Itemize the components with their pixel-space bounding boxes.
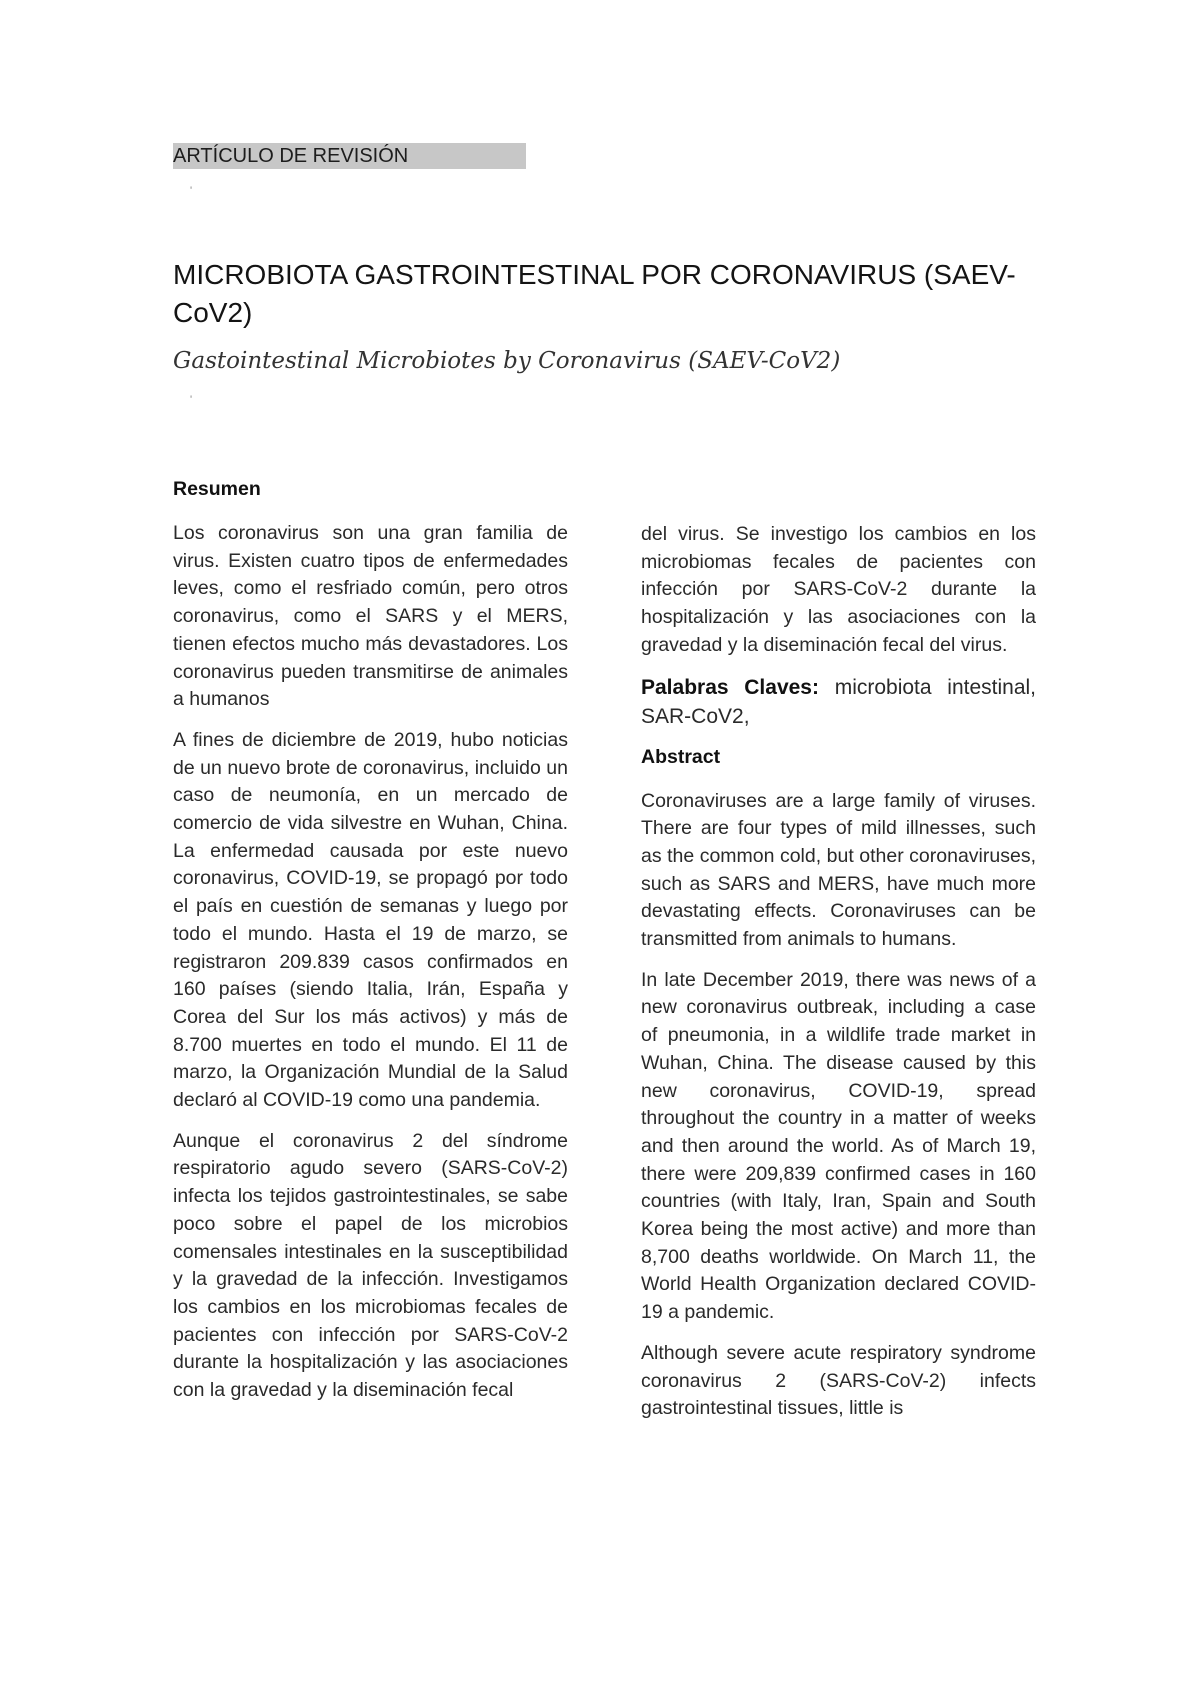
section-label: ARTÍCULO DE REVISIÓN [173,143,526,169]
resumen-paragraph: Aunque el coronavirus 2 del síndrome respiratorio agudo severo (SARS-CoV-2) infecta los tejidos gastrointestinales, se sabe poco sobre el papel de los microbios comensales intestinales en la susceptibilidad y la gravedad de la infección. Investigamos los cambios en los microbiomas fecales de pacientes con infección por SARS-CoV-2 durante la hospitalización y las asociaciones con la gravedad y la diseminación fecal [173,1129,568,1402]
tick-mark: ' [190,185,193,197]
resumen-paragraph: A fines de diciembre de 2019, hubo noticias de un nuevo brote de coronavirus, incluido un caso de neumonía, en un mercado de comercio de vida silvestre en Wuhan, China. La enfermedad causada por este nuevo coronavirus, COVID-19, se propagó por todo el país en cuestión de semanas y luego por todo el mundo. Hasta el 19 de marzo, se registraron 209.839 casos confirmados en 160 países (siendo Italia, Irán, España y Corea del Sur los más activos) y más de 8.700 muertes en todo el mundo. El 11 de marzo, la Organización Mundial de la Salud declaró al COVID-19 como una pandemia. [173,728,568,1112]
tick-mark: ' [190,394,193,406]
keywords-label: Palabras Claves: [641,675,819,699]
resumen-heading: Resumen [173,478,261,500]
left-column [173,476,568,1418]
resumen-paragraph-continued: del virus. Se investigo los cambios en los microbiomas fecales de pacientes con infección por SARS-CoV-2 durante la hospitalización y las asociaciones con la gravedad y la diseminación fecal del virus. [641,523,1036,656]
article-subtitle: Gastointestinal Microbiotes by Coronavirus (SAEV-CoV2) [173,348,841,374]
resumen-paragraph: Los coronavirus son una gran familia de virus. Existen cuatro tipos de enfermedades leves, como el resfriado común, pero otros coronavirus, como el SARS y el MERS, tienen efectos mucho más devastadores. Los coronavirus pueden transmitirse de animales a humanos [173,522,568,711]
abstract-paragraph: Although severe acute respiratory syndrome coronavirus 2 (SARS-CoV-2) infects gastrointestinal tissues, little is [641,1341,1036,1420]
right-column [641,521,1036,1436]
article-title: MICROBIOTA GASTROINTESTINAL POR CORONAVIRUS (SAEV-CoV2) [173,259,1016,328]
abstract-paragraph: Coronaviruses are a large family of viruses. There are four types of mild illnesses, such as the common cold, but other coronaviruses, such as SARS and MERS, have much more devastating effects. Coronaviruses can be transmitted from animals to humans. [641,789,1036,951]
keywords [641,673,1036,731]
abstract-heading: Abstract [641,745,721,768]
keywords-value: microbiota intestinal, SAR-CoV2, [641,675,1036,728]
abstract-paragraph: In late December 2019, there was news of a new coronavirus outbreak, including a case of pneumonia, in a wildlife trade market in Wuhan, China. The disease caused by this new coronavirus, COVID-19, spread throughout the country in a matter of weeks and then around the world. As of March 19, there were 209,839 confirmed cases in 160 countries (with Italy, Iran, Spain and South Korea being the most active) and more than 8,700 deaths worldwide. On March 11, the World Health Organization declared COVID-19 a pandemic. [641,968,1036,1324]
